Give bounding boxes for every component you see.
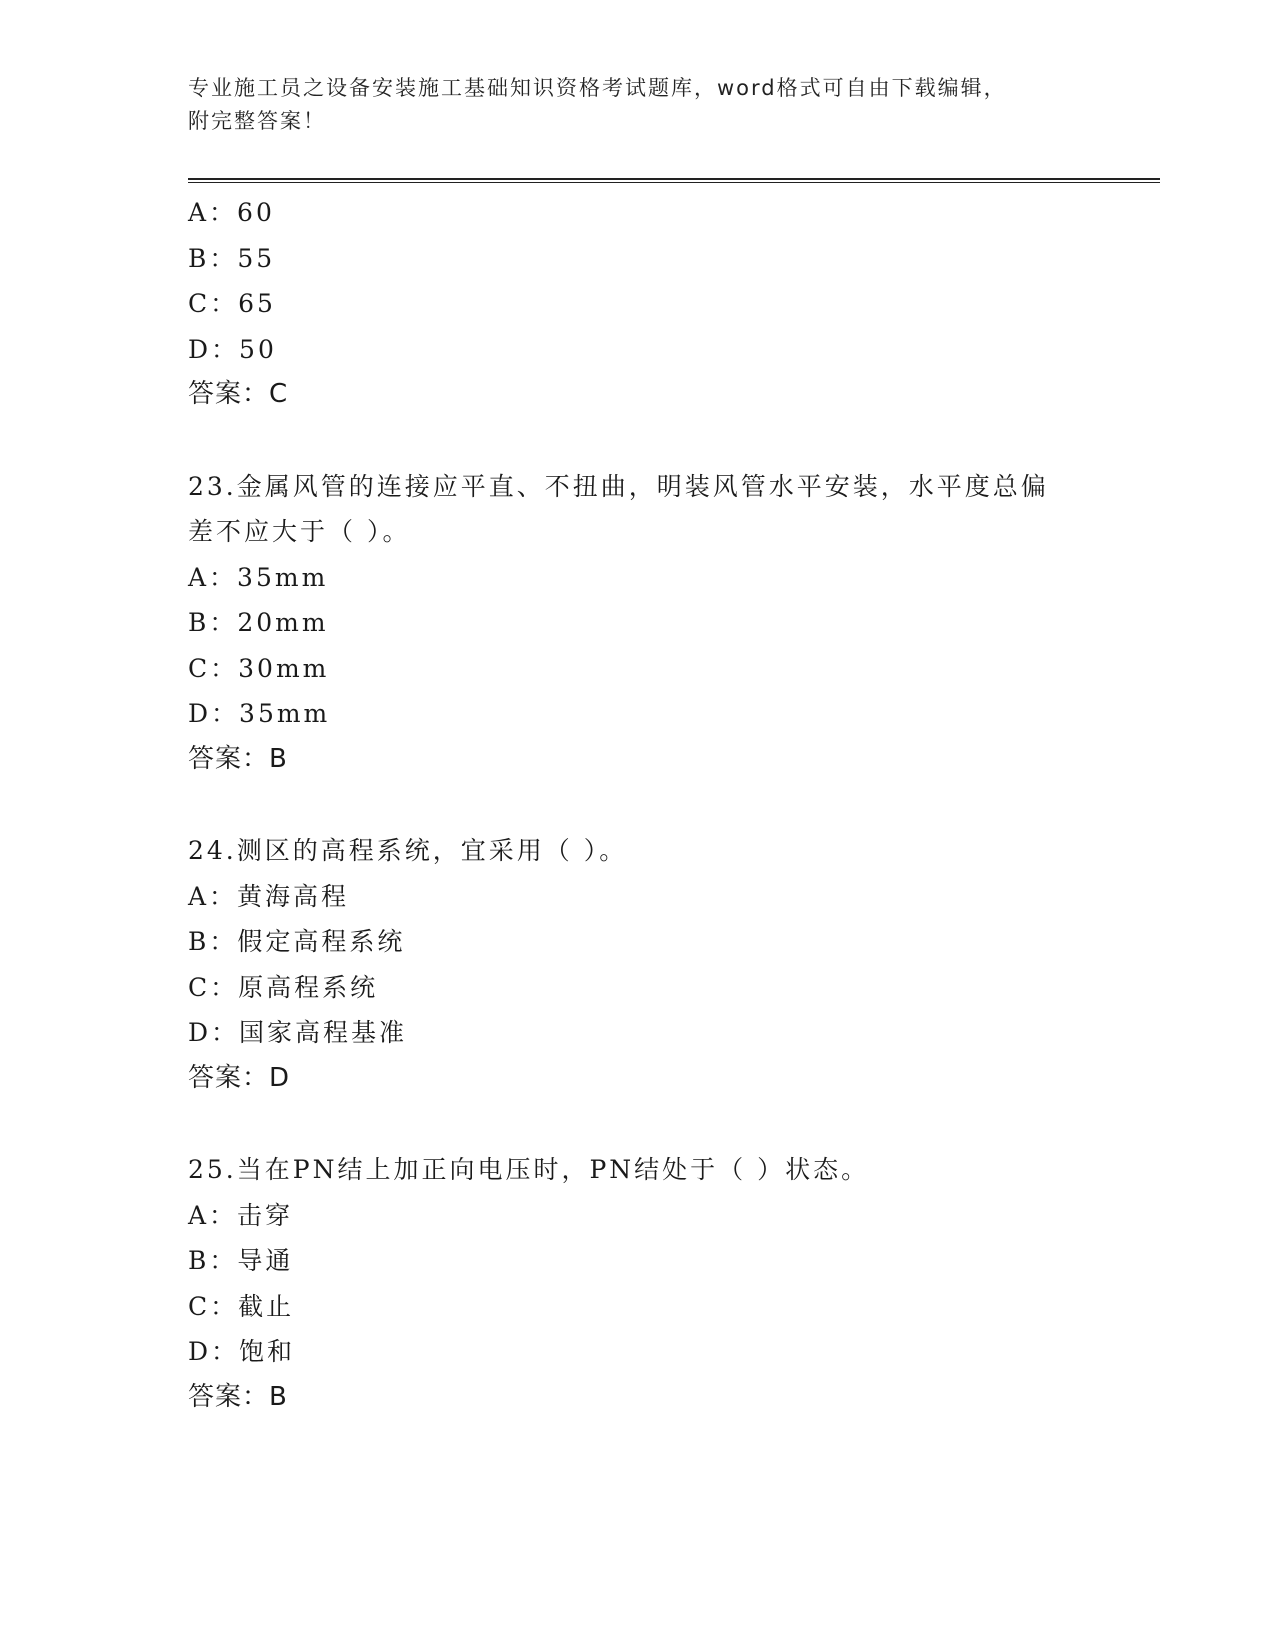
option-d: D：35mm [188, 699, 331, 728]
answer: 答案：C [188, 379, 289, 409]
question-stem-line-1: 24.测区的高程系统，宜采用（ ）。 [188, 836, 628, 865]
question-stem-line-1: 25.当在PN结上加正向电压时，PN结处于（ ）状态。 [188, 1155, 870, 1184]
answer: 答案：D [188, 1062, 291, 1093]
spacer [188, 418, 1160, 464]
option-a: A：60 [188, 198, 275, 227]
option-c: C：原高程系统 [188, 972, 379, 1002]
option-b: B：20mm [188, 608, 329, 637]
option-b: B：导通 [188, 1246, 294, 1275]
question-22 [188, 190, 1160, 418]
question-list [188, 190, 1160, 1420]
question-stem-line-1: 23.金属风管的连接应平直、不扭曲，明装风管水平安装，水平度总偏 [188, 471, 1049, 501]
document-header [188, 72, 1088, 138]
question-23 [188, 464, 1160, 783]
option-a: A：击穿 [188, 1200, 294, 1230]
header-divider [188, 178, 1160, 183]
question-24 [188, 828, 1160, 1101]
option-c: C：截止 [188, 1291, 295, 1321]
question-25 [188, 1147, 1160, 1420]
option-a: A：35mm [188, 562, 329, 592]
option-b: B：假定高程系统 [188, 927, 406, 956]
spacer [188, 782, 1160, 828]
option-c: C：30mm [188, 653, 330, 683]
header-line-2: 附完整答案！ [188, 109, 326, 133]
option-a: A：黄海高程 [188, 881, 350, 911]
option-d: D：饱和 [188, 1337, 296, 1366]
option-c: C：65 [188, 289, 276, 318]
option-b: B：55 [188, 243, 276, 273]
answer: 答案：B [188, 743, 288, 774]
option-d: D：50 [188, 334, 277, 364]
question-stem-line-2: 差不应大于（ ）。 [188, 517, 411, 546]
spacer [188, 1101, 1160, 1147]
header-line-1: 专业施工员之设备安装施工基础知识资格考试题库，word格式可自由下载编辑， [188, 76, 1007, 100]
answer: 答案：B [188, 1381, 288, 1412]
option-d: D：国家高程基准 [188, 1018, 408, 1047]
